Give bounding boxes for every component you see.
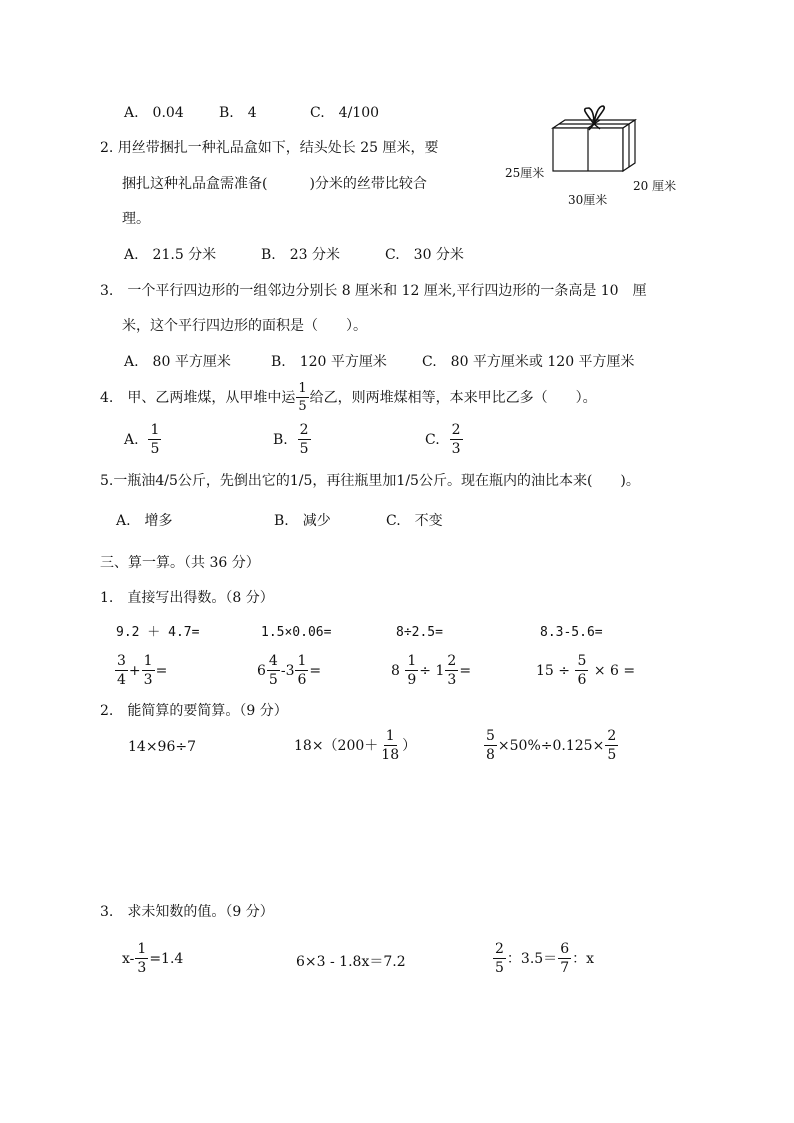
calc-r2-3-frac2 bbox=[445, 654, 458, 687]
q3-option-b: B. 120 平方厘米 bbox=[271, 354, 387, 370]
q5-option-a: A. 增多 bbox=[116, 513, 173, 529]
q5-option-c: C. 不变 bbox=[386, 513, 443, 529]
calc-r2-3-n1: 1 bbox=[407, 653, 417, 669]
q3-option-c: C. 80 平方厘米或 120 平方厘米 bbox=[422, 354, 635, 370]
q4-option-c bbox=[425, 423, 464, 456]
calc-r2-3-d1: 9 bbox=[407, 672, 417, 688]
q2-option-b: B. 23 分米 bbox=[261, 247, 341, 263]
calc-r2-1-d2: 3 bbox=[143, 672, 153, 688]
q4-option-c-label: C. bbox=[425, 431, 440, 448]
q2-option-a: A. 21.5 分米 bbox=[124, 247, 217, 263]
q4-frac-den: 5 bbox=[298, 399, 307, 414]
simplify-2-post: ） bbox=[402, 737, 417, 754]
calc-r2-1 bbox=[114, 654, 167, 687]
simplify-2-pre: 18×（200＋ bbox=[294, 737, 379, 754]
equation-3-post: ：x bbox=[572, 950, 595, 967]
simplify-3-n2: 2 bbox=[607, 728, 617, 744]
calc-r2-2-n2: 1 bbox=[297, 653, 307, 669]
simplify-2-d: 18 bbox=[381, 747, 400, 763]
calc-r1-2: 1.5×0.06= bbox=[261, 625, 332, 640]
q2-line2: 捆扎这种礼品盒需准备( )分米的丝带比较合 bbox=[122, 176, 427, 192]
calc-r2-3-w1: 8 bbox=[391, 662, 400, 679]
equation-3-frac2 bbox=[558, 942, 571, 975]
calc-r2-4 bbox=[536, 654, 635, 687]
q4-option-a-label: A. bbox=[124, 431, 139, 448]
calc-r2-2 bbox=[257, 654, 321, 687]
equation-1 bbox=[122, 942, 183, 975]
equation-3 bbox=[492, 942, 594, 975]
calc-r2-2-d1: 5 bbox=[268, 672, 278, 688]
q4-option-b-label: B. bbox=[273, 431, 288, 448]
calc-r2-3-frac1 bbox=[405, 654, 418, 687]
calc-r2-4-d1: 6 bbox=[577, 672, 587, 688]
simplify-1: 14×96÷7 bbox=[128, 739, 196, 755]
calc-r2-1-n2: 1 bbox=[143, 653, 153, 669]
equation-3-d1: 5 bbox=[495, 960, 504, 976]
q4-option-b-num: 2 bbox=[299, 422, 309, 438]
simplify-2-n: 1 bbox=[385, 728, 395, 744]
q3-option-a: A. 80 平方厘米 bbox=[124, 354, 231, 370]
q5-text: 5.一瓶油4/5公斤，先倒出它的1/5，再往瓶里加1/5公斤。现在瓶内的油比本来( )。 bbox=[100, 473, 640, 489]
sub1-title: 1. 直接写出得数。（8 分） bbox=[100, 590, 274, 606]
calc-r2-1-frac1 bbox=[115, 654, 128, 687]
simplify-2 bbox=[294, 729, 416, 762]
simplify-3-d2: 5 bbox=[607, 747, 617, 763]
equation-3-frac1 bbox=[493, 942, 506, 975]
section3-title: 三、算一算。（共 36 分） bbox=[100, 555, 260, 571]
q2-line3: 理。 bbox=[122, 211, 150, 227]
calc-r1-3: 8÷2.5= bbox=[396, 625, 443, 640]
gift-box-figure bbox=[545, 104, 641, 182]
q5-option-b: B. 减少 bbox=[274, 513, 331, 529]
calc-r2-2-eq: = bbox=[309, 662, 322, 679]
sub2-title: 2. 能简算的要简算。（9 分） bbox=[100, 703, 288, 719]
simplify-3 bbox=[483, 729, 619, 762]
q4-stem bbox=[100, 382, 597, 413]
calc-r2-2-frac1 bbox=[267, 654, 280, 687]
equation-3-d2: 7 bbox=[560, 960, 570, 976]
q4-option-a bbox=[124, 423, 162, 456]
q4-suffix: 给乙，则两堆煤相等，本来甲比乙多（ ）。 bbox=[309, 389, 597, 406]
simplify-3-n1: 5 bbox=[486, 728, 495, 744]
calc-r2-2-d2: 6 bbox=[297, 672, 307, 688]
q4-option-b-frac bbox=[298, 423, 311, 456]
q4-prefix: 4. 甲、乙两堆煤，从甲堆中运 bbox=[100, 389, 296, 406]
equation-1-frac bbox=[135, 942, 148, 975]
sub3-title: 3. 求未知数的值。（9 分） bbox=[100, 904, 274, 920]
q4-fraction bbox=[296, 382, 308, 413]
equation-2: 6×3 - 1.8x＝7.2 bbox=[296, 954, 406, 970]
q4-option-b-den: 5 bbox=[299, 441, 309, 457]
q4-option-b bbox=[273, 423, 312, 456]
simplify-3-mid: ×50%÷0.125× bbox=[497, 737, 605, 754]
calc-r1-4: 8.3-5.6= bbox=[540, 625, 603, 640]
q2-option-c: C. 30 分米 bbox=[385, 247, 464, 263]
q4-option-a-frac bbox=[148, 423, 161, 456]
calc-r2-4-frac1 bbox=[575, 654, 588, 687]
equation-3-n1: 2 bbox=[495, 941, 504, 957]
equation-1-pre: x- bbox=[122, 950, 135, 967]
simplify-3-d1: 8 bbox=[486, 747, 495, 763]
q3-line2: 米，这个平行四边形的面积是（ ）。 bbox=[122, 318, 367, 334]
equation-3-n2: 6 bbox=[560, 941, 570, 957]
q4-option-c-den: 3 bbox=[451, 441, 461, 457]
calc-r2-4-n1: 5 bbox=[577, 653, 587, 669]
q4-option-a-den: 5 bbox=[150, 441, 160, 457]
calc-r2-3-eq: = bbox=[459, 662, 472, 679]
gift-width-label: 20 厘米 bbox=[633, 179, 677, 193]
q1-option-c: C. 4/100 bbox=[310, 105, 380, 121]
equation-1-d: 3 bbox=[137, 960, 147, 976]
q4-option-a-num: 1 bbox=[150, 422, 160, 438]
q3-line1: 3. 一个平行四边形的一组邻边分别长 8 厘米和 12 厘米,平行四边形的一条高是 10 厘 bbox=[100, 283, 647, 299]
q4-option-c-num: 2 bbox=[451, 422, 461, 438]
calc-r2-4-post: × 6 = bbox=[593, 662, 636, 679]
gift-length-label: 30厘米 bbox=[568, 193, 608, 207]
calc-r2-2-op: -3 bbox=[280, 662, 295, 679]
calc-r2-2-w1: 6 bbox=[257, 662, 266, 679]
calc-r2-3-n2: 2 bbox=[447, 653, 457, 669]
calc-r2-2-n1: 4 bbox=[268, 653, 278, 669]
simplify-3-frac1 bbox=[484, 729, 497, 762]
q2-line1: 2. 用丝带捆扎一种礼品盒如下，结头处长 25 厘米，要 bbox=[100, 140, 439, 156]
calc-r2-1-op: + bbox=[128, 662, 141, 679]
calc-r2-1-n1: 3 bbox=[117, 653, 126, 669]
calc-r2-2-frac2 bbox=[295, 654, 308, 687]
q4-option-c-frac bbox=[450, 423, 463, 456]
q1-option-a: A. 0.04 bbox=[124, 105, 184, 121]
calc-r2-4-pre: 15 ÷ bbox=[536, 662, 570, 679]
equation-3-mid: ：3.5＝ bbox=[506, 950, 558, 967]
simplify-2-frac bbox=[379, 729, 401, 762]
calc-r2-3 bbox=[391, 654, 471, 687]
equation-1-post: =1.4 bbox=[149, 950, 184, 967]
equation-1-n: 1 bbox=[137, 941, 147, 957]
calc-r2-1-frac2 bbox=[142, 654, 155, 687]
calc-r1-1: 9.2 ＋ 4.7= bbox=[116, 625, 200, 640]
calc-r2-3-d2: 3 bbox=[447, 672, 457, 688]
calc-r2-1-d1: 4 bbox=[117, 672, 126, 688]
simplify-3-frac2 bbox=[605, 729, 618, 762]
calc-r2-3-op: ÷ 1 bbox=[419, 662, 445, 679]
q1-option-b: B. 4 bbox=[219, 105, 257, 121]
q4-frac-num: 1 bbox=[298, 381, 307, 396]
calc-r2-1-eq: = bbox=[155, 662, 168, 679]
gift-height-label: 25厘米 bbox=[505, 166, 545, 180]
